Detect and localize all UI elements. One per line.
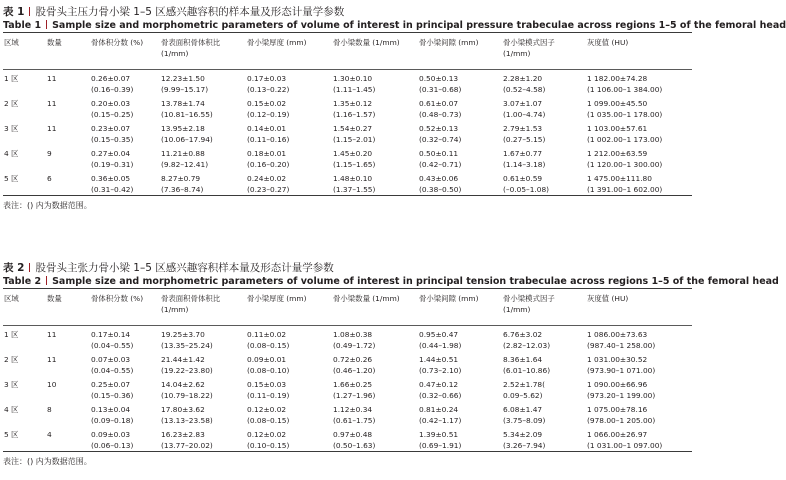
cell-range: (0.09–0.18) bbox=[91, 416, 134, 425]
cell-mean-sd: 3.07±1.07 bbox=[503, 99, 543, 108]
cell-bsbv bbox=[161, 98, 213, 120]
cell-mean-sd: 1.66±0.25 bbox=[333, 380, 373, 389]
cell-mean-sd: 16.23±2.83 bbox=[161, 430, 205, 439]
cell-mean-sd: 0.15±0.02 bbox=[247, 99, 287, 108]
header-bvtv: 骨体积分数 (%) bbox=[91, 294, 144, 303]
cell-mean-sd: 1 103.00±57.61 bbox=[587, 124, 648, 133]
cell-mean-sd: 0.47±0.12 bbox=[419, 380, 459, 389]
cell-bvtv bbox=[91, 73, 133, 95]
cell-mean-sd: 1.39±0.51 bbox=[419, 430, 459, 439]
cell-range: (1 035.00–1 178.00) bbox=[587, 110, 663, 119]
cell-bvtv bbox=[91, 98, 133, 120]
cell-range: (0.23–0.27) bbox=[247, 185, 290, 194]
cell-tbn bbox=[333, 429, 375, 451]
cell-range: (9.82–12.41) bbox=[161, 160, 209, 169]
cell-mean-sd: 8.27±0.79 bbox=[161, 174, 201, 183]
cell-range: (6.01–10.86) bbox=[503, 366, 551, 375]
cell-mean-sd: 1.44±0.51 bbox=[419, 355, 459, 364]
cell-gray bbox=[587, 123, 662, 145]
cell-range: (987.40–1 258.00) bbox=[587, 341, 656, 350]
cell-mean-sd: 0.12±0.02 bbox=[247, 405, 287, 414]
cell-mean-sd: 0.24±0.02 bbox=[247, 174, 287, 183]
cell-range: (0.61–1.75) bbox=[333, 416, 376, 425]
header-count: 数量 bbox=[47, 294, 62, 303]
cell-range: (0.06–0.13) bbox=[91, 441, 134, 450]
header-gray: 灰度值 (HU) bbox=[587, 294, 629, 303]
cell-range: (0.38–0.50) bbox=[419, 185, 462, 194]
header-tbn: 骨小梁数量 (1/mm) bbox=[333, 38, 400, 47]
cell-range: (13.77–20.02) bbox=[161, 441, 213, 450]
cell-tbth bbox=[247, 404, 289, 426]
cell-mean-sd: 1 031.00±30.52 bbox=[587, 355, 648, 364]
table-row bbox=[3, 401, 692, 426]
cell-range: (–0.05–1.08) bbox=[503, 185, 550, 194]
cell-tbpf bbox=[503, 148, 545, 170]
cell-mean-sd: 0.50±0.11 bbox=[419, 149, 459, 158]
cell-mean-sd: 0.97±0.48 bbox=[333, 430, 373, 439]
cell-mean-sd: 13.78±1.74 bbox=[161, 99, 205, 108]
cell-region: 4 区 bbox=[4, 405, 19, 414]
table-1-body bbox=[3, 70, 692, 195]
cell-tbpf bbox=[503, 73, 545, 95]
cell-range: (9.99–15.17) bbox=[161, 85, 209, 94]
cell-range: (0.08–0.15) bbox=[247, 416, 290, 425]
cell-mean-sd: 1.48±0.10 bbox=[333, 174, 373, 183]
cell-bvtv bbox=[91, 379, 133, 401]
cell-range: (2.82–12.03) bbox=[503, 341, 551, 350]
cell-range: (0.73–2.10) bbox=[419, 366, 462, 375]
cell-tbn bbox=[333, 354, 375, 376]
cell-gray bbox=[587, 98, 662, 120]
header-count: 数量 bbox=[47, 38, 62, 47]
cell-range: (1.15–1.65) bbox=[333, 160, 376, 169]
cell-mean-sd: 1.54±0.27 bbox=[333, 124, 373, 133]
cell-range: (1.37–1.55) bbox=[333, 185, 376, 194]
cell-range: (0.13–0.22) bbox=[247, 85, 290, 94]
cell-range: (0.32–0.66) bbox=[419, 391, 462, 400]
cell-mean-sd: 0.27±0.04 bbox=[91, 149, 131, 158]
cell-mean-sd: 1.45±0.20 bbox=[333, 149, 373, 158]
cell-tbsp bbox=[419, 148, 461, 170]
cell-region: 5 区 bbox=[4, 174, 19, 183]
cell-mean-sd: 0.26±0.07 bbox=[91, 74, 131, 83]
cell-mean-sd: 1 182.00±74.28 bbox=[587, 74, 648, 83]
cell-tbsp bbox=[419, 429, 461, 451]
cell-mean-sd: 1.12±0.34 bbox=[333, 405, 373, 414]
cell-gray bbox=[587, 429, 662, 451]
header-gray: 灰度值 (HU) bbox=[587, 38, 629, 47]
cell-count: 11 bbox=[47, 124, 57, 133]
cell-range: (0.31–0.42) bbox=[91, 185, 134, 194]
cell-tbsp bbox=[419, 379, 461, 401]
cell-region: 1 区 bbox=[4, 330, 19, 339]
cell-mean-sd: 11.21±0.88 bbox=[161, 149, 205, 158]
cell-mean-sd: 1 075.00±78.16 bbox=[587, 405, 648, 414]
cell-range: (0.16–0.20) bbox=[247, 160, 290, 169]
cell-range: (0.44–1.98) bbox=[419, 341, 462, 350]
cell-mean-sd: 0.07±0.03 bbox=[91, 355, 131, 364]
cell-tbn bbox=[333, 123, 375, 145]
cell-mean-sd: 0.11±0.02 bbox=[247, 330, 287, 339]
cell-tbn bbox=[333, 98, 375, 120]
cell-tbn bbox=[333, 148, 375, 170]
cell-tbsp bbox=[419, 329, 461, 351]
table-1-block bbox=[3, 6, 786, 211]
cell-range: (3.26–7.94) bbox=[503, 441, 546, 450]
cell-count: 11 bbox=[47, 330, 57, 339]
cell-range: (0.08–0.10) bbox=[247, 366, 290, 375]
cell-gray bbox=[587, 173, 662, 195]
cell-bsbv bbox=[161, 123, 213, 145]
cell-range: (7.36–8.74) bbox=[161, 185, 204, 194]
table-2-note: 表注：() 内为数据范围。 bbox=[3, 457, 92, 466]
cell-count: 6 bbox=[47, 174, 52, 183]
cell-range: (1.00–4.74) bbox=[503, 110, 546, 119]
cell-count: 11 bbox=[47, 99, 57, 108]
cell-bsbv bbox=[161, 354, 213, 376]
cell-mean-sd: 6.08±1.47 bbox=[503, 405, 543, 414]
cell-range: (0.32–0.74) bbox=[419, 135, 462, 144]
cell-bsbv bbox=[161, 404, 213, 426]
table-1-caption-cn: 表 1 股骨头主压力骨小梁 1–5 区感兴趣容积的样本量及形态计量学参数 bbox=[3, 6, 345, 18]
cell-region: 3 区 bbox=[4, 124, 19, 133]
cell-mean-sd: 1 066.00±26.97 bbox=[587, 430, 648, 439]
cell-range: (0.08–0.15) bbox=[247, 341, 290, 350]
header-tbpf: 骨小梁模式因子 (1/mm) bbox=[503, 38, 555, 58]
cell-mean-sd: 13.95±2.18 bbox=[161, 124, 205, 133]
cell-range: (10.06–17.94) bbox=[161, 135, 213, 144]
cell-mean-sd: 2.52±1.78( bbox=[503, 380, 545, 389]
cell-gray bbox=[587, 404, 655, 426]
header-tbn: 骨小梁数量 (1/mm) bbox=[333, 294, 400, 303]
cell-mean-sd: 6.76±3.02 bbox=[503, 330, 543, 339]
cell-gray bbox=[587, 379, 655, 401]
cell-mean-sd: 1 090.00±66.96 bbox=[587, 380, 648, 389]
cell-range: (13.13–23.58) bbox=[161, 416, 213, 425]
header-tbth: 骨小梁厚度 (mm) bbox=[247, 38, 307, 47]
cell-range: (0.11–0.19) bbox=[247, 391, 290, 400]
cell-range: (0.11–0.16) bbox=[247, 135, 290, 144]
cell-range: (0.50–1.63) bbox=[333, 441, 376, 450]
cell-mean-sd: 0.18±0.01 bbox=[247, 149, 287, 158]
table-2-caption-cn: 表 2 股骨头主张力骨小梁 1–5 区感兴趣容积样本量及形态计量学参数 bbox=[3, 262, 334, 274]
cell-range: (0.27–5.15) bbox=[503, 135, 546, 144]
cell-bsbv bbox=[161, 329, 213, 351]
cell-bvtv bbox=[91, 429, 133, 451]
cell-range: (0.19–0.31) bbox=[91, 160, 134, 169]
cell-range: (973.20–1 199.00) bbox=[587, 391, 656, 400]
cell-bsbv bbox=[161, 73, 208, 95]
cell-range: (0.49–1.72) bbox=[333, 341, 376, 350]
cell-count: 9 bbox=[47, 149, 52, 158]
cell-mean-sd: 0.61±0.59 bbox=[503, 174, 543, 183]
cell-mean-sd: 0.52±0.13 bbox=[419, 124, 459, 133]
cell-mean-sd: 1 475.00±111.80 bbox=[587, 174, 652, 183]
cell-mean-sd: 0.25±0.07 bbox=[91, 380, 131, 389]
cell-bvtv bbox=[91, 123, 133, 145]
cell-bvtv bbox=[91, 354, 133, 376]
header-region: 区域 bbox=[4, 294, 19, 303]
cell-region: 2 区 bbox=[4, 355, 19, 364]
cell-mean-sd: 8.36±1.64 bbox=[503, 355, 543, 364]
cell-count: 11 bbox=[47, 74, 57, 83]
cell-bsbv bbox=[161, 429, 213, 451]
cell-range: (19.22–23.80) bbox=[161, 366, 213, 375]
header-tbpf: 骨小梁模式因子 (1/mm) bbox=[503, 294, 555, 314]
table-1-header-row bbox=[3, 33, 692, 69]
cell-mean-sd: 0.95±0.47 bbox=[419, 330, 459, 339]
cell-tbn bbox=[333, 329, 375, 351]
cell-range: (0.42–0.71) bbox=[419, 160, 462, 169]
cell-bvtv bbox=[91, 329, 133, 351]
cell-tbsp bbox=[419, 404, 461, 426]
cell-range: (1.27–1.96) bbox=[333, 391, 376, 400]
cell-mean-sd: 0.09±0.03 bbox=[91, 430, 131, 439]
cell-gray bbox=[587, 148, 662, 170]
cell-tbth bbox=[247, 429, 289, 451]
cell-bsbv bbox=[161, 379, 213, 401]
header-bsbv: 骨表面积骨体积比 (1/mm) bbox=[161, 294, 221, 314]
cell-mean-sd: 0.43±0.06 bbox=[419, 174, 459, 183]
table-2-header-row bbox=[3, 289, 692, 325]
header-bvtv: 骨体积分数 (%) bbox=[91, 38, 144, 47]
table-row bbox=[3, 326, 692, 351]
cell-range: (0.46–1.20) bbox=[333, 366, 376, 375]
cell-range: (10.81–16.55) bbox=[161, 110, 213, 119]
cell-range: (1 002.00–1 173.00) bbox=[587, 135, 663, 144]
cell-range: (973.90–1 071.00) bbox=[587, 366, 656, 375]
cell-bvtv bbox=[91, 148, 133, 170]
cell-mean-sd: 17.80±3.62 bbox=[161, 405, 205, 414]
cell-mean-sd: 2.28±1.20 bbox=[503, 74, 543, 83]
cell-mean-sd: 0.36±0.05 bbox=[91, 174, 131, 183]
cell-range: (0.48–0.73) bbox=[419, 110, 462, 119]
cell-range: (1.14–3.18) bbox=[503, 160, 546, 169]
table-1-note: 表注：() 内为数据范围。 bbox=[3, 201, 92, 210]
cell-tbpf bbox=[503, 354, 550, 376]
table-1-caption-en: Table 1 Sample size and morphometric parameters of volume of interest in principal pressure trabeculae across regions 1–5 of the femoral head bbox=[3, 20, 786, 31]
cell-mean-sd: 0.14±0.01 bbox=[247, 124, 287, 133]
cell-range: (978.00–1 205.00) bbox=[587, 416, 656, 425]
header-region: 区域 bbox=[4, 38, 19, 47]
cell-tbn bbox=[333, 73, 375, 95]
cell-bvtv bbox=[91, 404, 133, 426]
cell-region: 4 区 bbox=[4, 149, 19, 158]
cell-mean-sd: 1 099.00±45.50 bbox=[587, 99, 648, 108]
cell-range: (10.79–18.22) bbox=[161, 391, 213, 400]
cell-range: (0.04–0.55) bbox=[91, 341, 134, 350]
cell-mean-sd: 0.17±0.03 bbox=[247, 74, 287, 83]
cell-range: (13.35–25.24) bbox=[161, 341, 213, 350]
cell-gray bbox=[587, 73, 662, 95]
cell-mean-sd: 21.44±1.42 bbox=[161, 355, 205, 364]
cell-bsbv bbox=[161, 148, 208, 170]
cell-tbth bbox=[247, 379, 289, 401]
cell-tbpf bbox=[503, 173, 549, 195]
table-2-caption-en: Table 2 Sample size and morphometric parameters of volume of interest in principal tension trabeculae across regions 1–5 of the femoral head bbox=[3, 276, 779, 287]
cell-tbth bbox=[247, 354, 289, 376]
header-tbsp: 骨小梁间隙 (mm) bbox=[419, 38, 479, 47]
table-row bbox=[3, 376, 692, 401]
header-tbsp: 骨小梁间隙 (mm) bbox=[419, 294, 479, 303]
cell-tbth bbox=[247, 98, 289, 120]
cell-tbpf bbox=[503, 123, 545, 145]
cell-count: 10 bbox=[47, 380, 57, 389]
cell-tbpf bbox=[503, 98, 545, 120]
cell-range: (0.15–0.35) bbox=[91, 135, 134, 144]
cell-mean-sd: 12.23±1.50 bbox=[161, 74, 205, 83]
cell-region: 3 区 bbox=[4, 380, 19, 389]
cell-range: (0.31–0.68) bbox=[419, 85, 462, 94]
header-bsbv: 骨表面积骨体积比 (1/mm) bbox=[161, 38, 221, 58]
cell-mean-sd: 1 212.00±63.59 bbox=[587, 149, 648, 158]
cell-range: (1 120.00–1 300.00) bbox=[587, 160, 663, 169]
cell-tbsp bbox=[419, 173, 461, 195]
cell-tbn bbox=[333, 404, 375, 426]
cell-mean-sd: 0.09±0.01 bbox=[247, 355, 287, 364]
cell-mean-sd: 1.08±0.38 bbox=[333, 330, 373, 339]
cell-tbth bbox=[247, 173, 289, 195]
cell-tbn bbox=[333, 379, 375, 401]
cell-tbth bbox=[247, 73, 289, 95]
cell-range: (1 391.00–1 602.00) bbox=[587, 185, 663, 194]
cell-region: 1 区 bbox=[4, 74, 19, 83]
cell-range: (0.10–0.15) bbox=[247, 441, 290, 450]
cell-range: (1 106.00–1 384.00) bbox=[587, 85, 663, 94]
cell-range: (1.15–2.01) bbox=[333, 135, 376, 144]
cell-tbsp bbox=[419, 354, 461, 376]
cell-mean-sd: 2.79±1.53 bbox=[503, 124, 543, 133]
cell-bsbv bbox=[161, 173, 203, 195]
cell-mean-sd: 0.23±0.07 bbox=[91, 124, 131, 133]
cell-range: (0.04–0.55) bbox=[91, 366, 134, 375]
table-row bbox=[3, 170, 692, 195]
cell-range: (1 031.00–1 097.00) bbox=[587, 441, 663, 450]
cell-mean-sd: 0.12±0.02 bbox=[247, 430, 287, 439]
cell-mean-sd: 0.72±0.26 bbox=[333, 355, 373, 364]
cell-tbth bbox=[247, 148, 289, 170]
cell-tbth bbox=[247, 123, 289, 145]
cell-tbpf bbox=[503, 429, 545, 451]
cell-tbsp bbox=[419, 98, 461, 120]
cell-range: (0.69–1.91) bbox=[419, 441, 462, 450]
table-row bbox=[3, 426, 692, 451]
cell-tbth bbox=[247, 329, 289, 351]
table-2-body bbox=[3, 326, 692, 451]
cell-region: 2 区 bbox=[4, 99, 19, 108]
cell-mean-sd: 1.35±0.12 bbox=[333, 99, 373, 108]
cell-range: (0.52–4.58) bbox=[503, 85, 546, 94]
cell-range: (1.16–1.57) bbox=[333, 110, 376, 119]
cell-gray bbox=[587, 354, 655, 376]
table-row bbox=[3, 145, 692, 170]
cell-range: (0.15–0.25) bbox=[91, 110, 134, 119]
cell-range: (3.75–8.09) bbox=[503, 416, 546, 425]
cell-count: 8 bbox=[47, 405, 52, 414]
table-row bbox=[3, 120, 692, 145]
cell-mean-sd: 19.25±3.70 bbox=[161, 330, 205, 339]
cell-count: 11 bbox=[47, 355, 57, 364]
cell-range: (0.12–0.19) bbox=[247, 110, 290, 119]
cell-region: 5 区 bbox=[4, 430, 19, 439]
cell-tbsp bbox=[419, 123, 461, 145]
cell-mean-sd: 1 086.00±73.63 bbox=[587, 330, 648, 339]
cell-mean-sd: 14.04±2.62 bbox=[161, 380, 205, 389]
cell-gray bbox=[587, 329, 655, 351]
cell-count: 4 bbox=[47, 430, 52, 439]
cell-mean-sd: 1.67±0.77 bbox=[503, 149, 543, 158]
cell-range: 0.09–5.62) bbox=[503, 391, 543, 400]
cell-mean-sd: 0.20±0.03 bbox=[91, 99, 131, 108]
table-row bbox=[3, 70, 692, 95]
cell-tbsp bbox=[419, 73, 461, 95]
table-1-bottom-rule bbox=[3, 195, 692, 196]
cell-mean-sd: 5.34±2.09 bbox=[503, 430, 543, 439]
cell-mean-sd: 0.50±0.13 bbox=[419, 74, 459, 83]
cell-range: (0.15–0.36) bbox=[91, 391, 134, 400]
cell-range: (0.42–1.17) bbox=[419, 416, 462, 425]
cell-bvtv bbox=[91, 173, 133, 195]
table-row bbox=[3, 351, 692, 376]
cell-tbpf bbox=[503, 404, 545, 426]
cell-mean-sd: 0.81±0.24 bbox=[419, 405, 459, 414]
cell-mean-sd: 1.30±0.10 bbox=[333, 74, 373, 83]
table-2-block bbox=[3, 262, 779, 467]
cell-range: (1.11–1.45) bbox=[333, 85, 376, 94]
cell-mean-sd: 0.17±0.14 bbox=[91, 330, 131, 339]
cell-mean-sd: 0.15±0.03 bbox=[247, 380, 287, 389]
cell-range: (0.16–0.39) bbox=[91, 85, 134, 94]
cell-tbpf bbox=[503, 329, 550, 351]
table-row bbox=[3, 95, 692, 120]
table-2-bottom-rule bbox=[3, 451, 692, 452]
cell-tbpf bbox=[503, 379, 545, 401]
cell-mean-sd: 0.13±0.04 bbox=[91, 405, 131, 414]
header-tbth: 骨小梁厚度 (mm) bbox=[247, 294, 307, 303]
cell-mean-sd: 0.61±0.07 bbox=[419, 99, 459, 108]
cell-tbn bbox=[333, 173, 375, 195]
